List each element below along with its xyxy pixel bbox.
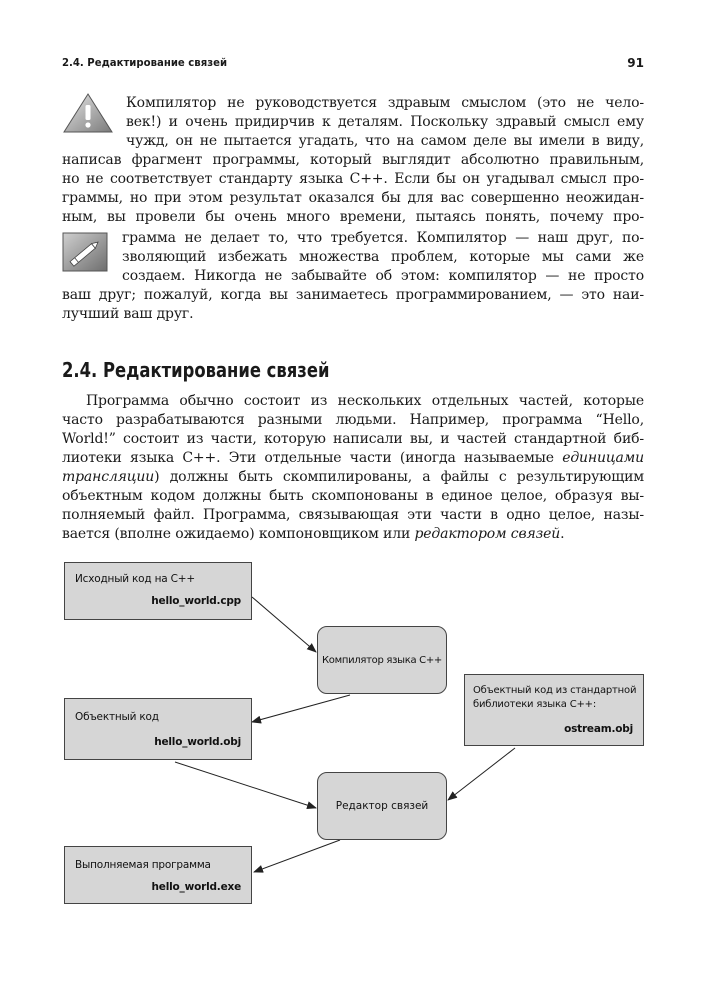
paragraph-line: создаем. Никогда не забывайте об этом: компилятор — не просто [122, 268, 644, 284]
linker-box [317, 772, 447, 840]
paragraph-line: зволяющий избежать множества проблем, которые мы сами же [122, 249, 644, 265]
body-text: . [560, 526, 565, 542]
paragraph-line: Компилятор не руководствуется здравым смыслом (это не чело- [126, 95, 644, 111]
object-code-box [64, 698, 252, 760]
paragraph-line: ваш друг; пожалуй, когда вы занимаетесь программированием, — это наи- [62, 287, 644, 303]
arrow-compiler-to-object [252, 695, 350, 722]
stdlib-object-box [464, 674, 644, 746]
term-translation-units-cont: трансляции [62, 469, 155, 485]
term-linker: редактором связей [414, 526, 561, 542]
source-code-label: Исходный код на С++ [75, 573, 195, 585]
object-code-file: hello_world.obj [154, 736, 241, 748]
arrow-source-to-compiler [252, 597, 316, 652]
paragraph-line: написав фрагмент программы, который выглядит абсолютно правильным, [62, 152, 644, 168]
term-translation-units: единицами [562, 450, 644, 466]
stdlib-object-label-2: библиотеки языка С++: [473, 699, 597, 710]
stdlib-object-label-1: Объектный код из стандартной [473, 685, 637, 696]
paragraph-line: ным, вы провели бы очень много времени, пытаясь понять, почему про- [62, 209, 644, 225]
paragraph-line: грамма не делает то, что требуется. Компилятор — наш друг, по- [122, 230, 644, 246]
running-header-title: 2.4. Редактирование связей [62, 56, 228, 69]
paragraph-line: лучший ваш друг. [62, 306, 194, 322]
stdlib-object-file: ostream.obj [564, 723, 633, 735]
body-text: лиотеки языка С++. Эти отдельные части (иногда называемые [62, 450, 563, 466]
arrow-stdlib-to-linker [448, 748, 515, 800]
source-code-box [64, 562, 252, 620]
body-line: объектным кодом должны быть скомпонованы в единое целое, образуя вы- [62, 488, 644, 504]
paragraph-line: граммы, но при этом результат оказался бы для вас совершенно неожидан- [62, 190, 644, 206]
compiler-label: Компилятор языка С++ [322, 654, 442, 666]
paragraph-line: чужд, он не пытается угадать, что на самом деле вы имели в виду, [126, 133, 644, 149]
arrow-linker-to-exe [254, 840, 340, 872]
body-line: часто разрабатываются разными людьми. Например, программа “Hello, [62, 412, 644, 428]
linker-label: Редактор связей [335, 800, 429, 812]
arrow-object-to-linker [175, 762, 316, 808]
executable-file: hello_world.exe [151, 881, 241, 893]
paragraph-line: век!) и очень придирчив к деталям. Поскольку здравый смысл ему [126, 114, 644, 130]
paragraph-line: но не соответствует стандарту языка С++. Если бы он угадывал смысл про- [62, 171, 644, 187]
executable-label: Выполняемая программа [75, 859, 211, 871]
executable-box [64, 846, 252, 904]
body-line: Программа обычно состоит из нескольких отдельных частей, которые [86, 393, 644, 409]
body-text: вается (вполне ожидаемо) компоновщиком или [62, 526, 415, 542]
body-line: World!” состоит из части, которую написали вы, и частей стандартной биб- [62, 431, 644, 447]
section-heading: 2.4. Редактирование связей [62, 358, 330, 382]
body-line: полняемый файл. Программа, связывающая эти части в одно целое, назы- [62, 507, 644, 523]
object-code-label: Объектный код [75, 711, 159, 723]
body-text: ) должны быть скомпилированы, а файлы с результирующим [154, 469, 644, 485]
compiler-box [317, 626, 447, 694]
source-code-file: hello_world.cpp [151, 595, 241, 607]
page-number: 91 [627, 56, 644, 70]
